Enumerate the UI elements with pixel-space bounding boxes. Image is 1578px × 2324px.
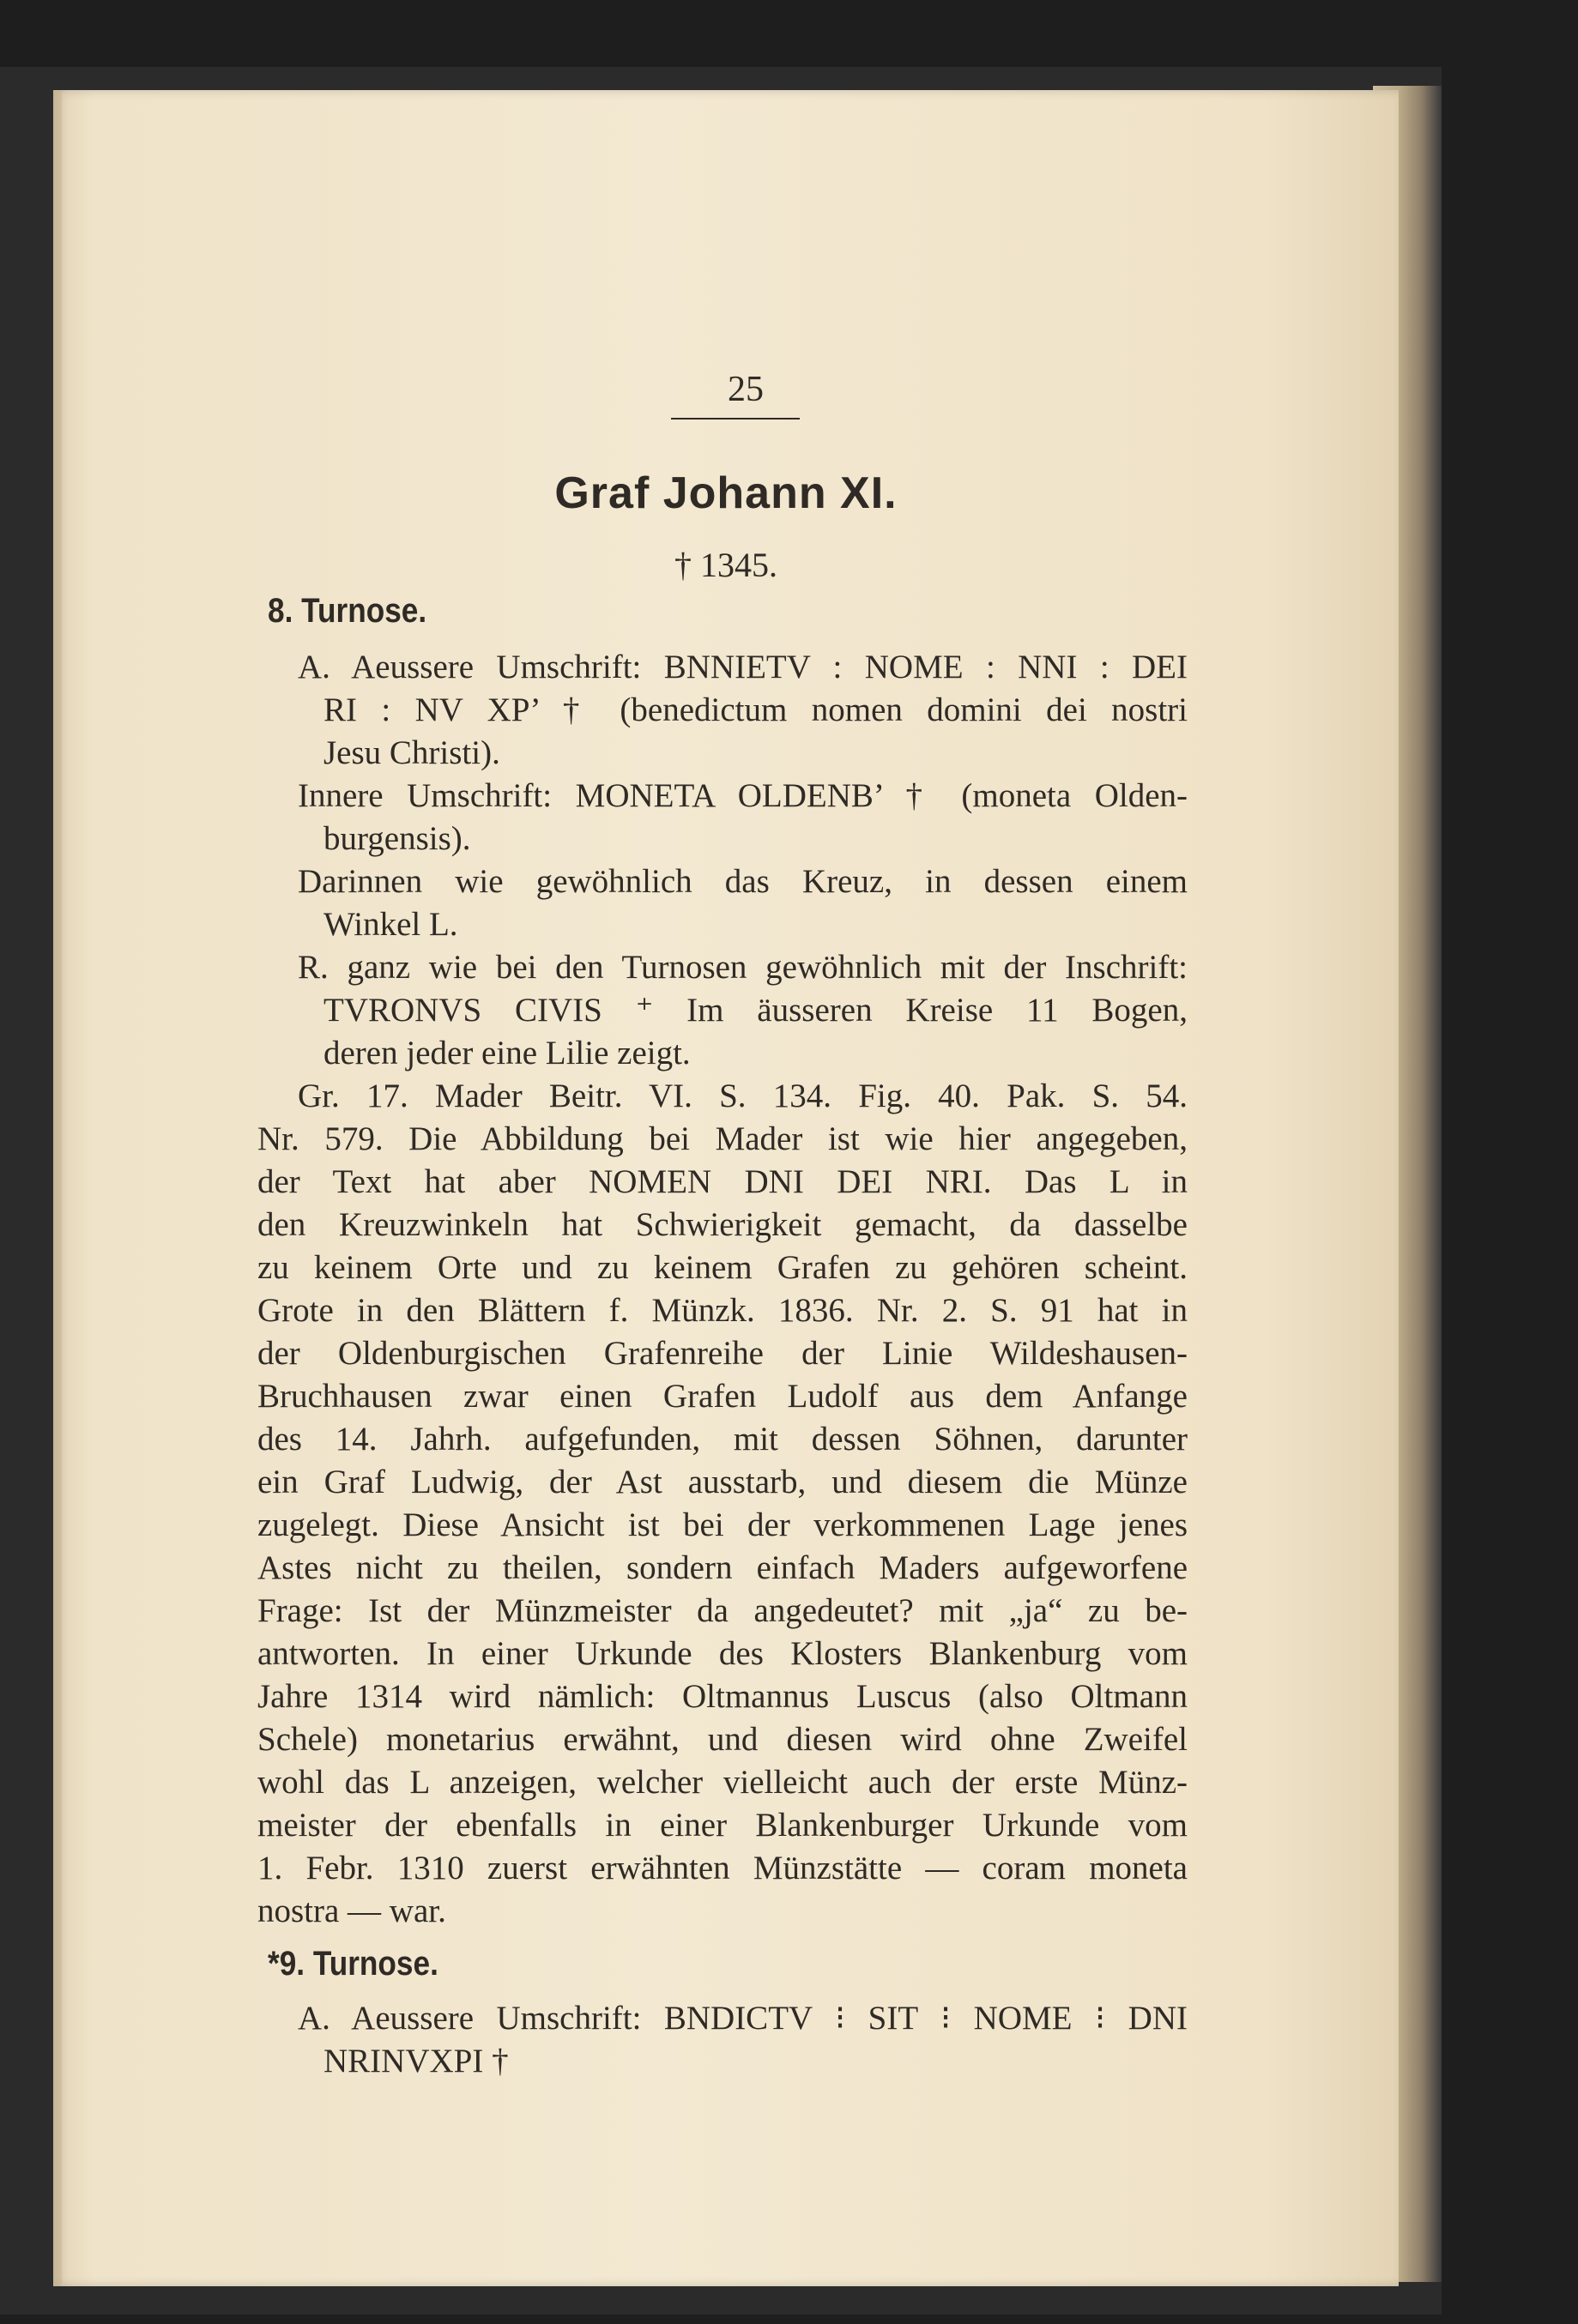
section-8-line: Astes nicht zu theilen, sondern einfach Maders aufgeworfene <box>257 1549 1188 1586</box>
book-page <box>53 90 1399 2286</box>
section-8-title: 8. Turnose. <box>268 592 427 630</box>
section-8-line: Schele) monetarius erwähnt, und diesen wird ohne Zweifel <box>257 1721 1188 1758</box>
section-8-line: TVRONVS CIVIS ⁺ Im äusseren Kreise 11 Bogen, <box>323 992 1188 1029</box>
section-9-title: *9. Turnose. <box>268 1945 438 1983</box>
section-8-line: Gr. 17. Mader Beitr. VI. S. 134. Fig. 40. Pak. S. 54. <box>298 1077 1188 1114</box>
section-8-line: 1. Febr. 1310 zuerst erwähnten Münzstätte — coram moneta <box>257 1850 1188 1886</box>
page-number-rule <box>671 418 800 420</box>
section-8-line: zu keinem Orte und zu keinem Grafen zu gehören scheint. <box>257 1249 1188 1286</box>
chapter-heading: Graf Johann XI. <box>554 468 898 518</box>
section-8-line: der Oldenburgischen Grafenreihe der Linie Wildeshausen- <box>257 1335 1188 1372</box>
section-8-line: des 14. Jahrh. aufgefunden, mit dessen Söhnen, darunter <box>257 1421 1188 1458</box>
section-8-line: wohl das L anzeigen, welcher vielleicht auch der erste Münz- <box>257 1764 1188 1801</box>
section-8-line: zugelegt. Diese Ansicht ist bei der verkommenen Lage jenes <box>257 1506 1188 1543</box>
section-8-line: den Kreuzwinkeln hat Schwierigkeit gemacht, da dasselbe <box>257 1206 1188 1243</box>
section-8-line: Winkel L. <box>323 906 458 943</box>
section-8-line: meister der ebenfalls in einer Blankenburger Urkunde vom <box>257 1807 1188 1844</box>
section-8-line: A. Aeussere Umschrift: BNNIETV : NOME : NNI : DEI <box>298 649 1188 685</box>
section-8-line: burgensis). <box>323 820 471 857</box>
section-8-line: R. ganz wie bei den Turnosen gewöhnlich mit der Inschrift: <box>298 949 1188 986</box>
section-9-line: A. Aeussere Umschrift: BNDICTV ⁝ SIT ⁝ NOME ⁝ DNI <box>298 2000 1188 2037</box>
section-8-line: der Text hat aber NOMEN DNI DEI NRI. Das L in <box>257 1163 1188 1200</box>
section-8-line: Darinnen wie gewöhnlich das Kreuz, in dessen einem <box>298 863 1188 900</box>
section-8-line: ein Graf Ludwig, der Ast ausstarb, und diesem die Münze <box>257 1464 1188 1500</box>
section-8-line: Nr. 579. Die Abbildung bei Mader ist wie hier angegeben, <box>257 1120 1188 1157</box>
section-8-line: Jahre 1314 wird nämlich: Oltmannus Luscus (also Oltmann <box>257 1678 1188 1715</box>
section-8-line: RI : NV XP’ † (benedictum nomen domini dei nostri <box>323 691 1188 728</box>
page-gutter <box>53 90 62 2286</box>
section-8-line: Grote in den Blättern f. Münzk. 1836. Nr. 2. S. 91 hat in <box>257 1292 1188 1329</box>
section-9-line: NRINVXPI † <box>323 2043 509 2080</box>
section-8-line: antworten. In einer Urkunde des Klosters Blankenburg vom <box>257 1635 1188 1672</box>
section-8-line: Bruchhausen zwar einen Grafen Ludolf aus dem Anfange <box>257 1378 1188 1415</box>
section-8-line: Frage: Ist der Münzmeister da angedeutet? mit „ja“ zu be- <box>257 1592 1188 1629</box>
section-8-line: Innere Umschrift: MONETA OLDENB’ † (moneta Olden- <box>298 777 1188 814</box>
section-8-line: Jesu Christi). <box>323 734 500 771</box>
page-number: 25 <box>728 370 764 409</box>
death-date: † 1345. <box>674 546 777 584</box>
section-8-line: deren jeder eine Lilie zeigt. <box>323 1035 691 1071</box>
section-8-line: nostra — war. <box>257 1892 446 1929</box>
